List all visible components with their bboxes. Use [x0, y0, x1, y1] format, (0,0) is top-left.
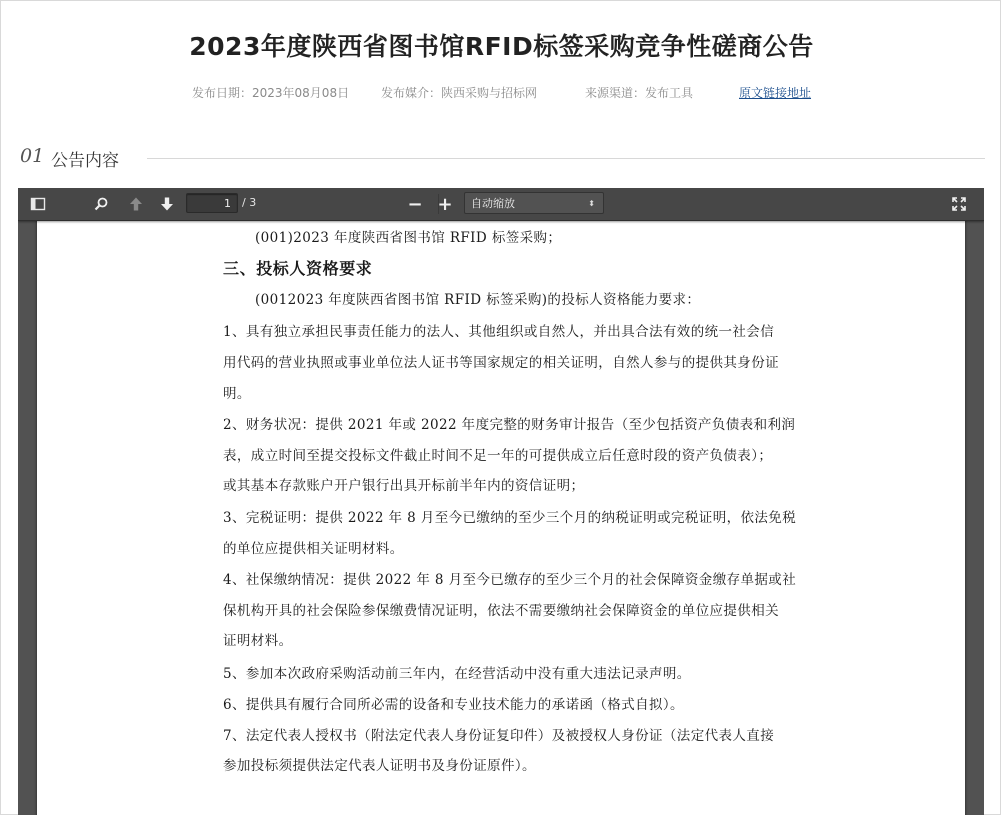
page-total: / 3: [242, 196, 257, 209]
pdf-line: 的单位应提供相关证明材料。: [223, 541, 404, 557]
source-link[interactable]: 原文链接地址: [739, 86, 812, 100]
source-channel: 来源渠道：发布工具: [585, 86, 694, 100]
pdf-page: [37, 210, 965, 815]
fullscreen-icon[interactable]: [947, 192, 971, 216]
pdf-line: 7、法定代表人授权书（附法定代表人身份证复印件）及被授权人身份证（法定代表人直接: [223, 728, 775, 744]
pdf-line: 3、完税证明：提供 2022 年 8 月至今已缴纳的至少三个月的纳税证明或完税证明，依法免税: [223, 510, 797, 526]
section-number: 01: [20, 145, 45, 167]
pdf-line: 1、具有独立承担民事责任能力的法人、其他组织或自然人，并出具合法有效的统一社会信: [223, 324, 775, 340]
section-header: [20, 145, 985, 171]
arrow-up-icon[interactable]: [124, 192, 148, 216]
pdf-line: 参加投标须提供法定代表人证明书及身份证原件）。: [223, 758, 536, 774]
pdf-line: 5、参加本次政府采购活动前三年内，在经营活动中没有重大违法记录声明。: [223, 666, 691, 682]
pdf-line: 明。: [223, 386, 251, 402]
article-title: 2023年度陕西省图书馆RFID标签采购竞争性磋商公告: [189, 32, 814, 61]
pdf-line: 或其基本存款账户开户银行出具开标前半年内的资信证明；: [223, 478, 585, 494]
pdf-viewer[interactable]: [18, 188, 984, 815]
pdf-line: 用代码的营业执照或事业单位法人证书等国家规定的相关证明，自然人参与的提供其身份证: [223, 355, 779, 371]
section-divider: [147, 158, 985, 159]
sidebar-toggle-icon[interactable]: [26, 192, 50, 216]
page-number-input[interactable]: 1: [186, 193, 238, 213]
pdf-line: 保机构开具的社会保险参保缴费情况证明，依法不需要缴纳社会保障资金的单位应提供相关: [223, 603, 779, 619]
pdf-line: 证明材料。: [223, 633, 293, 649]
pdf-heading: 三、投标人资格要求: [223, 259, 373, 278]
zoom-select-value: 自动缩放: [471, 197, 515, 210]
publish-media: 发布媒介：陕西采购与招标网: [381, 86, 538, 100]
search-icon[interactable]: [89, 192, 113, 216]
arrow-down-icon[interactable]: [155, 192, 179, 216]
pdf-line: (0012023 年度陕西省图书馆 RFID 标签采购)的投标人资格能力要求：: [255, 292, 701, 308]
publish-date: 发布日期：2023年08月08日: [192, 86, 350, 100]
pdf-line: 2、财务状况：提供 2021 年或 2022 年度完整的财务审计报告（至少包括资产负债表和利润: [223, 417, 796, 433]
zoom-out-button[interactable]: −: [407, 193, 423, 215]
pdf-line: 6、提供具有履行合同所必需的设备和专业技术能力的承诺函（格式自拟）。: [223, 697, 684, 713]
pdf-toolbar: [18, 188, 984, 221]
pdf-line: (001)2023 年度陕西省图书馆 RFID 标签采购；: [255, 230, 562, 246]
pdf-line: 表，成立时间至提交投标文件截止时间不足一年的可提供成立后任意时段的资产负债表）；: [223, 448, 773, 464]
zoom-select[interactable]: [464, 192, 604, 214]
section-title: 公告内容: [51, 151, 119, 171]
zoom-in-button[interactable]: +: [437, 193, 453, 215]
select-caret-icon: ⬍: [588, 199, 595, 208]
pdf-line: 4、社保缴纳情况：提供 2022 年 8 月至今已缴存的至少三个月的社会保障资金缴存单据或社: [223, 572, 797, 588]
